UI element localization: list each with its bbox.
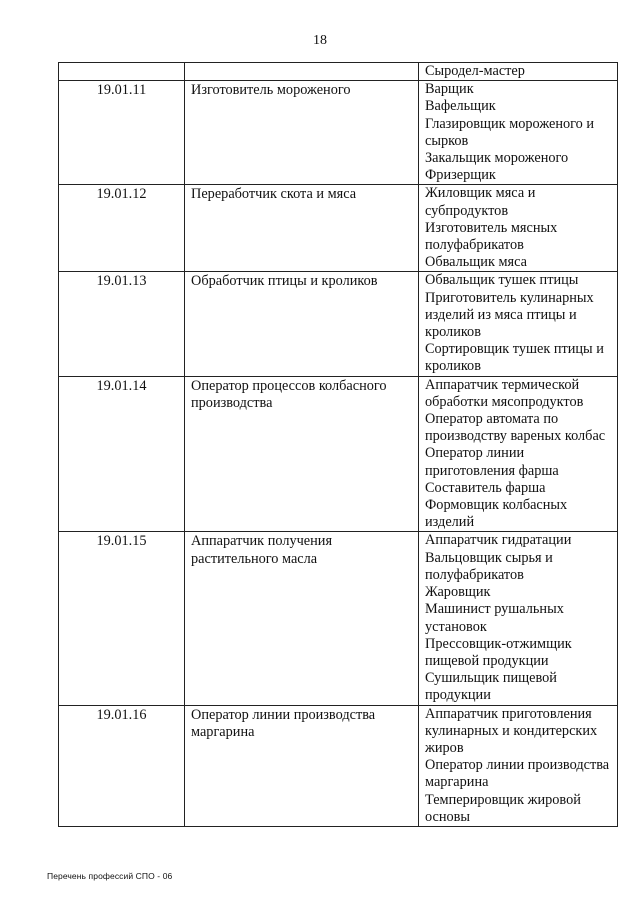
profession-name-cell: Изготовитель мороженого (185, 81, 419, 185)
job-title: Сыродел-мастер (425, 63, 525, 79)
job-title: Аппаратчик гидратации (425, 532, 572, 549)
page-number: 18 (313, 33, 327, 48)
job-title: Изготовитель мясных полуфабрикатов (425, 219, 558, 254)
job-title: Обвальщик мяса (425, 254, 527, 271)
job-title: Вафельщик (425, 98, 496, 115)
job-title: Приготовитель кулинарных изделий из мяса птицы и кроликов (425, 289, 594, 341)
professions-table (58, 62, 618, 827)
job-title: Аппаратчик приготовления кулинарных и кондитерских жиров (425, 705, 598, 756)
table-row (59, 272, 618, 376)
code-cell: 19.01.13 (59, 272, 185, 376)
profession-name-cell: Аппаратчик получения растительного масла (185, 532, 419, 705)
job-titles-cell (419, 705, 618, 826)
job-title: Аппаратчик термической обработки мясопродуктов (425, 376, 584, 410)
job-title: Составитель фарша (425, 479, 546, 496)
job-title: Жаровщик (425, 584, 491, 601)
job-title: Машинист рушальных установок (425, 601, 564, 635)
job-titles-cell (419, 272, 618, 376)
profession-name-cell: Переработчик скота и мяса (185, 185, 419, 272)
job-title: Закальщик мороженого (425, 150, 569, 167)
job-title: Фризерщик (425, 167, 496, 184)
profession-name-cell (185, 63, 419, 81)
code-cell: 19.01.14 (59, 376, 185, 532)
job-title: Варщик (425, 81, 474, 98)
job-title: Прессовщик-отжимщик пищевой продукции (425, 635, 572, 669)
job-title: Вальцовщик сырья и полуфабрикатов (425, 549, 553, 583)
table-row (59, 185, 618, 272)
job-title: Формовщик колбасных изделий (425, 497, 568, 531)
job-title: Глазировщик мороженого и сырков (425, 115, 595, 149)
job-titles-cell (419, 81, 618, 185)
code-cell: 19.01.15 (59, 532, 185, 705)
job-title: Сортировщик тушек птицы и кроликов (425, 341, 604, 375)
code-cell (59, 63, 185, 81)
profession-name-cell: Оператор линии производства маргарина (185, 705, 419, 826)
job-title: Оператор линии производства маргарина (425, 757, 610, 791)
job-titles-cell (419, 63, 618, 81)
footer-text: Перечень профессий СПО - 06 (47, 871, 173, 881)
code-cell: 19.01.12 (59, 185, 185, 272)
job-title: Оператор линии приготовления фарша (425, 445, 559, 479)
table-row (59, 81, 618, 185)
job-title: Сушильщик пищевой продукции (425, 670, 557, 704)
profession-name-cell: Обработчик птицы и кроликов (185, 272, 419, 376)
table-row (59, 532, 618, 705)
code-cell: 19.01.11 (59, 81, 185, 185)
job-titles-cell (419, 185, 618, 272)
code-cell: 19.01.16 (59, 705, 185, 826)
job-title: Темперировщик жировой основы (425, 791, 581, 825)
job-title: Оператор автомата по производству вареных колбас (425, 411, 606, 445)
table-row (59, 705, 618, 826)
table-row (59, 376, 618, 532)
table-row (59, 63, 618, 81)
profession-name-cell: Оператор процессов колбасного производства (185, 376, 419, 532)
job-titles-cell (419, 532, 618, 705)
job-title: Жиловщик мяса и субпродуктов (425, 185, 536, 219)
job-title: Обвальщик тушек птицы (425, 272, 579, 289)
job-titles-cell (419, 376, 618, 532)
